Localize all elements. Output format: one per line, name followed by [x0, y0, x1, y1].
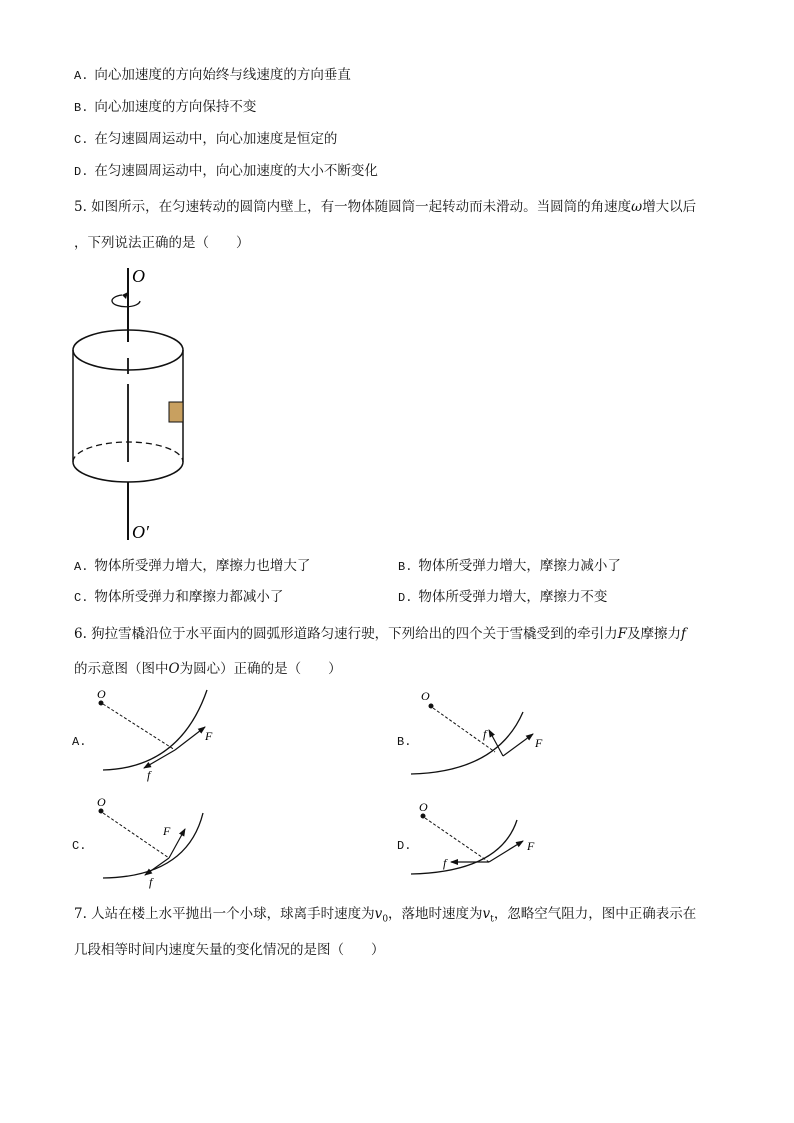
center-point — [421, 814, 426, 819]
center-label: O — [97, 795, 106, 809]
force-f-arrow — [145, 858, 169, 875]
q6-stem-text-2b: 为圆心）正确的是（ ） — [179, 661, 342, 677]
radius-line — [425, 818, 489, 862]
symbol-f: f — [681, 626, 687, 642]
option-label: A. — [72, 735, 87, 749]
force-f-label: f — [147, 768, 151, 782]
option-text: 物体所受弹力增大，摩擦力也增大了 — [94, 558, 311, 574]
q6-figure-a — [95, 688, 245, 783]
q6-figure-b — [405, 690, 555, 785]
q4-option-c — [74, 130, 337, 149]
q4-option-a — [74, 66, 351, 85]
force-F-label: F — [205, 729, 213, 743]
option-text: 向心加速度的方向保持不变 — [94, 99, 257, 115]
force-F-label: F — [163, 824, 171, 838]
option-label: B. — [398, 560, 413, 574]
q6-figure-a-label — [72, 732, 92, 751]
arc-path — [411, 820, 517, 874]
option-text: 物体所受弹力和摩擦力都减小了 — [94, 589, 284, 605]
force-F-arrow — [169, 829, 185, 858]
q5-option-c — [74, 588, 283, 607]
symbol-vt: v — [482, 906, 491, 922]
symbol-F: F — [617, 626, 628, 642]
force-f-arrow — [144, 750, 175, 768]
center-point — [99, 809, 104, 814]
q5-stem-line1 — [74, 198, 696, 216]
option-label: A. — [74, 560, 89, 574]
arc-path — [103, 690, 207, 770]
q7-stem-line1 — [74, 905, 696, 929]
option-label: D. — [397, 839, 412, 853]
q5-option-d — [398, 588, 607, 607]
option-label: B. — [74, 101, 89, 115]
axis-label-bottom: O′ — [132, 522, 149, 542]
center-point — [429, 704, 434, 709]
force-f-label: f — [149, 875, 153, 889]
radius-line — [103, 704, 175, 750]
arc-path — [411, 712, 523, 774]
q7-stem-text-c: ，忽略空气阻力，图中正确表示在 — [493, 906, 697, 922]
radius-line — [103, 813, 169, 858]
option-text: 在匀速圆周运动中，向心加速度的大小不断变化 — [94, 163, 378, 179]
q5-option-a — [74, 557, 310, 576]
q6-figure-c-label — [72, 836, 92, 855]
cylinder-bottom-front — [73, 462, 183, 482]
q7-stem-text-2: 几段相等时间内速度矢量的变化情况的是图（ ） — [74, 942, 385, 958]
force-f-label: f — [483, 727, 487, 741]
option-label: A. — [74, 69, 89, 83]
force-F-label: F — [535, 736, 543, 750]
center-label: O — [421, 690, 430, 703]
q7-stem-text: 7. 人站在楼上水平抛出一个小球，球离手时速度为 — [74, 906, 375, 922]
symbol-vt-sub: t — [490, 914, 494, 925]
center-label: O — [419, 800, 428, 814]
q5-stem-text-2: ，下列说法正确的是（ ） — [74, 235, 250, 251]
option-label: B. — [397, 735, 412, 749]
q5-cylinder-figure — [60, 262, 200, 547]
q6-stem-text: 6. 狗拉雪橇沿位于水平面内的圆弧形道路匀速行驶，下列给出的四个关于雪橇受到的牵引力 — [74, 626, 618, 642]
axis-label-top: O — [132, 266, 145, 286]
symbol-O: O — [168, 661, 180, 677]
option-label: C. — [74, 591, 89, 605]
center-point — [99, 701, 104, 706]
option-text: 在匀速圆周运动中，向心加速度是恒定的 — [94, 131, 338, 147]
q4-option-b — [74, 98, 256, 117]
q6-stem-text-mid: 及摩擦力 — [627, 626, 682, 642]
option-text: 向心加速度的方向始终与线速度的方向垂直 — [94, 67, 351, 83]
q6-figure-d — [405, 800, 555, 890]
q4-option-d — [74, 162, 378, 181]
q5-option-b — [398, 557, 621, 576]
q6-stem-line1 — [74, 625, 686, 643]
q6-stem-text-2: 的示意图（图中 — [74, 661, 169, 677]
omega-symbol: ω — [631, 199, 643, 215]
option-text: 物体所受弹力增大，摩擦力不变 — [418, 589, 608, 605]
option-label: D. — [398, 591, 413, 605]
option-label: C. — [74, 133, 89, 147]
force-F-label: F — [527, 839, 535, 853]
q6-stem-line2 — [74, 660, 342, 678]
option-label: D. — [74, 165, 89, 179]
q5-stem-text: 5. 如图所示，在匀速转动的圆筒内壁上，有一物体随圆筒一起转动而未滑动。当圆筒的角速度 — [74, 199, 632, 215]
q5-stem-line2 — [74, 234, 250, 252]
center-label: O — [97, 688, 106, 701]
q6-figure-c — [95, 795, 245, 890]
symbol-v0: v — [374, 906, 383, 922]
force-f-label: f — [443, 856, 447, 870]
q5-stem-text-after: 增大以后 — [642, 199, 697, 215]
option-text: 物体所受弹力增大，摩擦力减小了 — [418, 558, 621, 574]
q7-stem-text-b: ，落地时速度为 — [388, 906, 483, 922]
symbol-v0-sub: 0 — [382, 914, 389, 925]
option-label: C. — [72, 839, 87, 853]
object-block — [169, 402, 183, 422]
q7-stem-line2 — [74, 941, 385, 959]
